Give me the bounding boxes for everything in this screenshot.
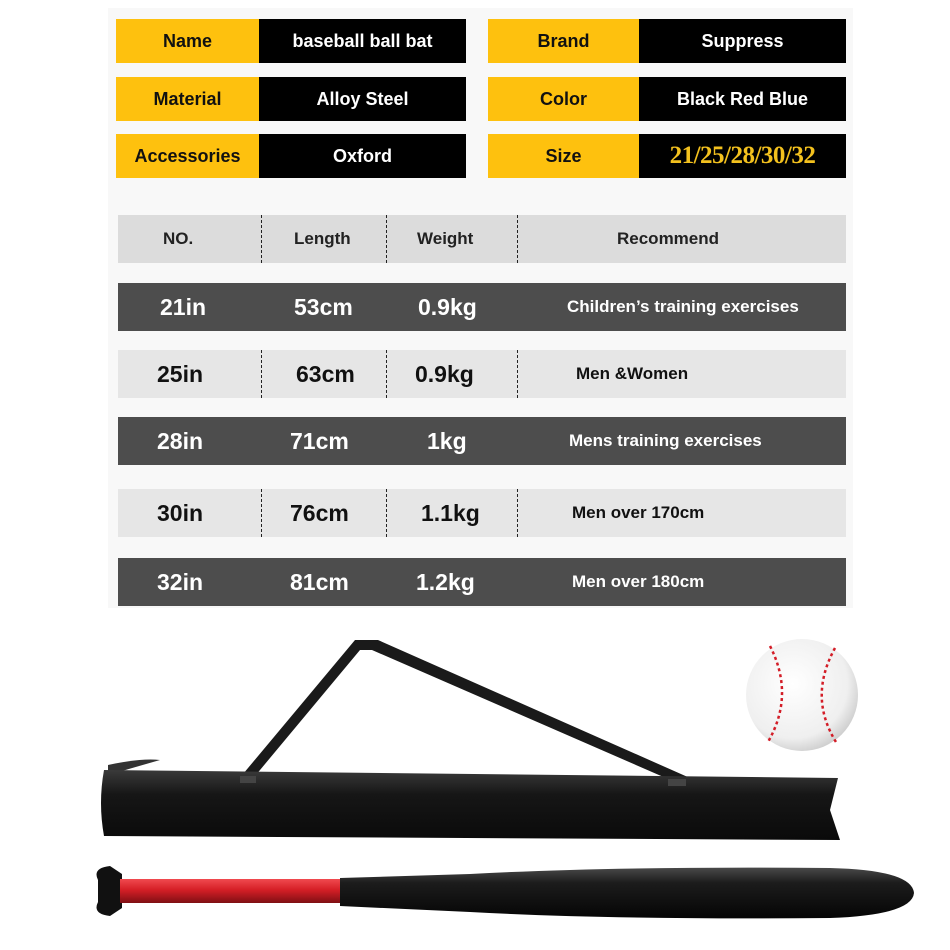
cell-weight: 1kg (427, 427, 467, 454)
attr-label: Material (116, 77, 259, 121)
cell-weight: 1.2kg (416, 568, 475, 595)
attr-label: Color (488, 77, 639, 121)
attr-brand (488, 19, 846, 63)
ball-body (746, 639, 858, 751)
cell-no: 28in (157, 427, 204, 454)
cell-no: 25in (157, 360, 204, 387)
bat-barrel (340, 868, 914, 919)
cell-recommend: Children’s training exercises (567, 297, 799, 316)
column-divider (517, 489, 518, 537)
attr-size (488, 134, 846, 178)
bag-strap (238, 640, 690, 782)
cell-length: 63cm (296, 360, 355, 387)
bag-strap-stitch (240, 776, 256, 783)
attr-value: Oxford (259, 134, 466, 178)
column-divider (517, 215, 518, 263)
table-row (118, 283, 846, 331)
bat-bag (101, 640, 840, 840)
column-divider (386, 350, 387, 398)
cell-no: 30in (157, 499, 204, 526)
cell-recommend: Men over 180cm (572, 572, 705, 591)
attr-accessories (116, 134, 466, 178)
cell-recommend: Men &Women (576, 364, 689, 383)
baseball (746, 639, 858, 751)
cell-weight: 0.9kg (418, 293, 477, 320)
header-weight: Weight (417, 229, 474, 248)
attr-name (116, 19, 466, 63)
bag-body (101, 770, 840, 840)
table-row (118, 417, 846, 465)
cell-weight: 1.1kg (421, 499, 480, 526)
bat-knob (97, 866, 123, 916)
column-divider (386, 489, 387, 537)
cell-recommend: Men over 170cm (572, 503, 705, 522)
column-divider (261, 215, 262, 263)
cell-recommend: Mens training exercises (569, 431, 762, 450)
cell-no: 32in (157, 568, 204, 595)
cell-no: 21in (160, 293, 207, 320)
table-row (118, 558, 846, 606)
column-divider (261, 489, 262, 537)
attr-label: Size (488, 134, 639, 178)
bat-grip (120, 879, 340, 903)
column-divider (517, 350, 518, 398)
cell-length: 76cm (290, 499, 349, 526)
header-length: Length (294, 229, 351, 248)
header-recommend: Recommend (617, 229, 720, 248)
attr-color (488, 77, 846, 121)
cell-length: 71cm (290, 427, 349, 454)
attr-value: 21/25/28/30/32 (639, 134, 846, 178)
table-row (118, 489, 846, 537)
attr-label: Accessories (116, 134, 259, 178)
size-table-header (118, 215, 846, 263)
attr-label: Name (116, 19, 259, 63)
cell-weight: 0.9kg (415, 360, 474, 387)
product-illustration (0, 615, 950, 950)
cell-length: 81cm (290, 568, 349, 595)
attr-value: Black Red Blue (639, 77, 846, 121)
attr-material (116, 77, 466, 121)
attr-label: Brand (488, 19, 639, 63)
table-row (118, 350, 846, 398)
column-divider (386, 215, 387, 263)
column-divider (261, 350, 262, 398)
attr-value: baseball ball bat (259, 19, 466, 63)
attr-value: Alloy Steel (259, 77, 466, 121)
bag-strap-stitch (668, 779, 686, 786)
attr-value: Suppress (639, 19, 846, 63)
cell-length: 53cm (294, 293, 353, 320)
baseball-bat (97, 866, 915, 918)
header-no: NO. (163, 229, 194, 248)
